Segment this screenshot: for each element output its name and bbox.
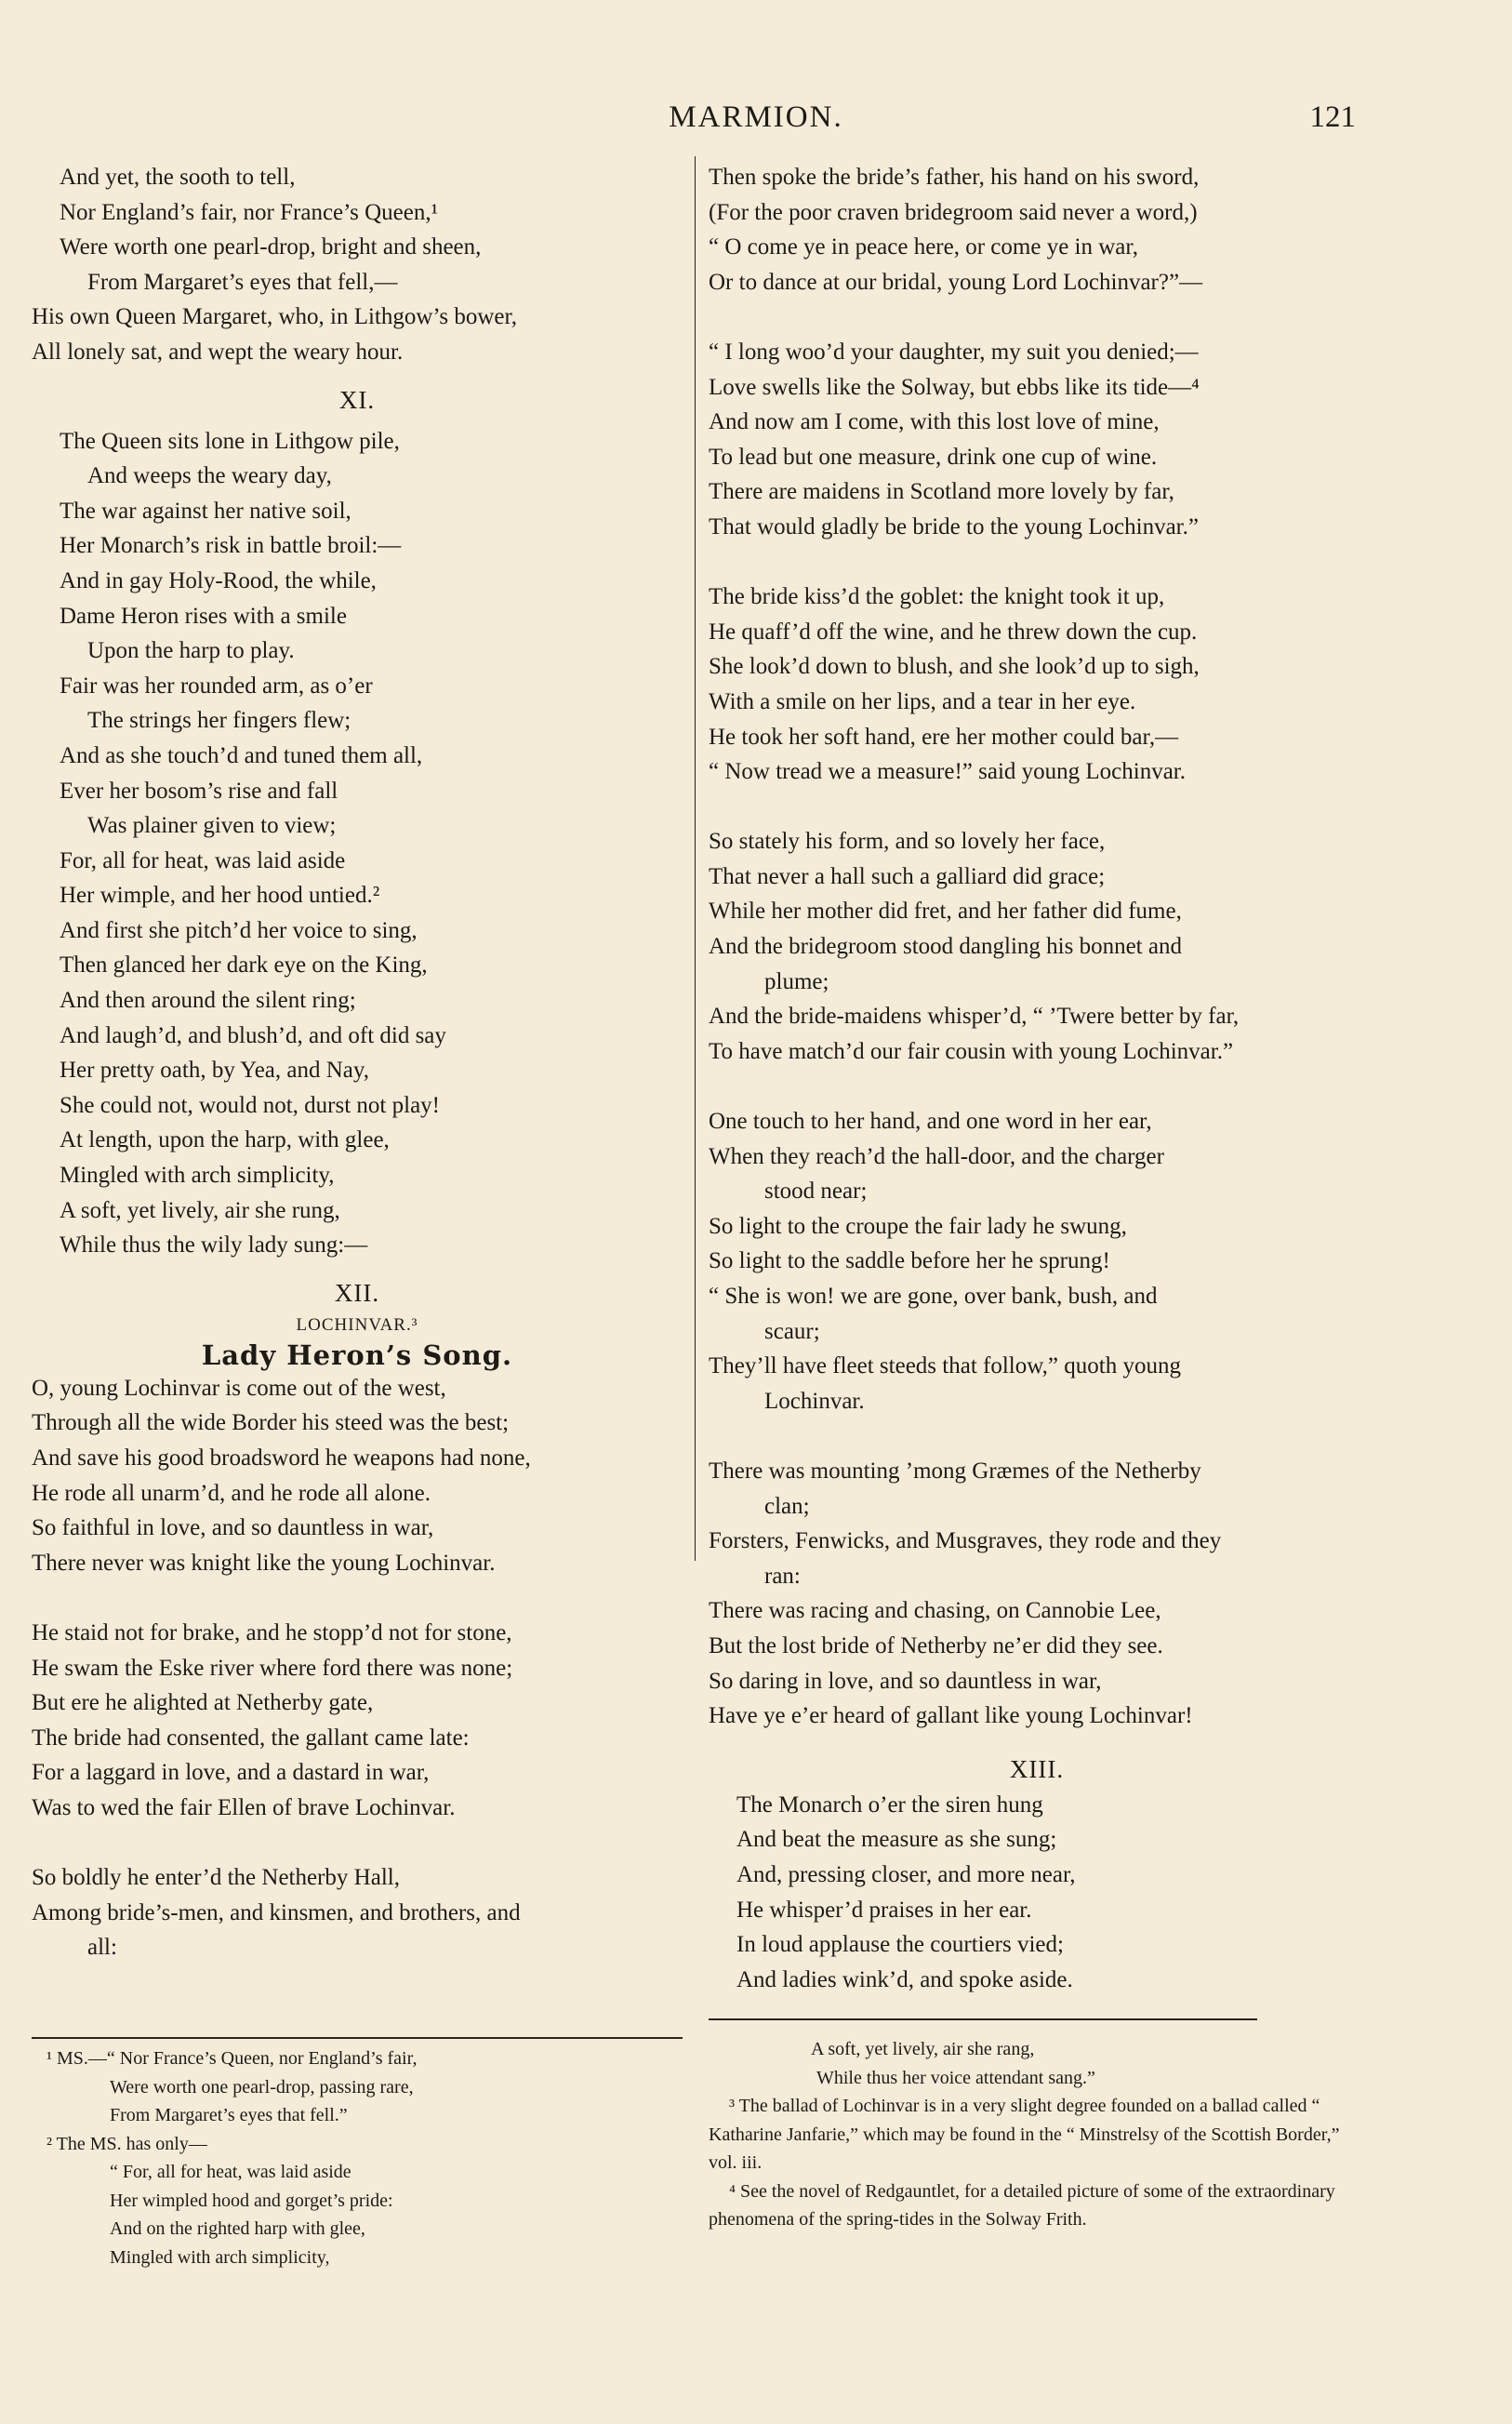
verse-line: Or to dance at our bridal, young Lord Lochinvar?”— bbox=[709, 269, 1203, 295]
footnote-line: Were worth one pearl-drop, passing rare, bbox=[110, 2076, 414, 2098]
verse-line: And in gay Holy-Rood, the while, bbox=[60, 567, 377, 593]
verse-line: While her mother did fret, and her father did fume, bbox=[709, 899, 1182, 925]
footnote-line: “ For, all for heat, was laid aside bbox=[110, 2162, 351, 2182]
song-stanza-1 bbox=[32, 1371, 683, 1581]
verse-line: She could not, would not, durst not play! bbox=[60, 1092, 440, 1118]
footnotes-right bbox=[709, 2035, 1365, 2234]
verse-line: Lochinvar. bbox=[764, 1388, 865, 1414]
section-heading-xi: XI. bbox=[338, 385, 376, 414]
verse-line: For, all for heat, was laid aside bbox=[60, 847, 346, 873]
verse-line: Upon the harp to play. bbox=[87, 638, 295, 664]
verse-line: And first she pitch’d her voice to sing, bbox=[60, 917, 418, 943]
left-column bbox=[32, 160, 683, 1965]
section-heading-xii: XII. bbox=[334, 1278, 380, 1307]
verse-line: She look’d down to blush, and she look’d up to sigh, bbox=[709, 654, 1200, 680]
section-heading-xiii: XIII. bbox=[1009, 1754, 1065, 1783]
verse-line: To have match’d our fair cousin with young Lochinvar.” bbox=[709, 1038, 1234, 1064]
verse-line: Fair was her rounded arm, as o’er bbox=[60, 673, 373, 699]
verse-line: He staid not for brake, and he stopp’d not for stone, bbox=[32, 1619, 512, 1645]
verse-line: There was racing and chasing, on Cannobie Lee, bbox=[709, 1598, 1161, 1624]
verse-line: Then glanced her dark eye on the King, bbox=[60, 952, 428, 979]
verse-line: And, pressing closer, and more near, bbox=[736, 1861, 1076, 1887]
verse-line: Was plainer given to view; bbox=[87, 813, 337, 839]
footnotes-left bbox=[46, 2044, 688, 2271]
right-column bbox=[709, 160, 1365, 1997]
verse-line: And the bride-maidens whisper’d, “ ’Twere better by far, bbox=[709, 1004, 1240, 1030]
verse-line: One touch to her hand, and one word in her ear, bbox=[709, 1109, 1152, 1135]
verse-line: Her Monarch’s risk in battle broil:— bbox=[60, 533, 402, 559]
verse-line: Ever her bosom’s rise and fall bbox=[60, 778, 338, 804]
verse-line: There was mounting ’mong Græmes of the Netherby bbox=[709, 1458, 1201, 1484]
verse-line: He whisper’d praises in her ear. bbox=[736, 1897, 1032, 1923]
stanza-intro bbox=[32, 160, 683, 370]
verse-line: There never was knight like the young Lochinvar. bbox=[32, 1550, 496, 1576]
verse-line: Among bride’s-men, and kinsmen, and brothers, and bbox=[32, 1899, 521, 1925]
verse-line: Were worth one pearl-drop, bright and sheen, bbox=[60, 234, 482, 260]
verse-line: At length, upon the harp, with glee, bbox=[60, 1127, 390, 1153]
verse-line: He quaff’d off the wine, and he threw down the cup. bbox=[709, 619, 1198, 645]
verse-line: So stately his form, and so lovely her face, bbox=[709, 829, 1106, 855]
song-title: Lady Heron’s Song. bbox=[201, 1339, 513, 1371]
footnote-line: Mingled with arch simplicity, bbox=[110, 2246, 330, 2268]
verse-line: plume; bbox=[764, 968, 829, 994]
verse-line: With a smile on her lips, and a tear in her eye. bbox=[709, 688, 1136, 714]
footnote-line: ² The MS. has only— bbox=[46, 2133, 207, 2154]
verse-line: Her wimple, and her hood untied.² bbox=[60, 883, 380, 909]
verse-line: Was to wed the fair Ellen of brave Lochinvar. bbox=[32, 1794, 456, 1820]
verse-line: O, young Lochinvar is come out of the west, bbox=[32, 1375, 446, 1401]
verse-line: stood near; bbox=[764, 1179, 868, 1205]
stanza-b bbox=[709, 335, 1365, 545]
song-stanza-3 bbox=[32, 1860, 683, 1965]
verse-line: And yet, the sooth to tell, bbox=[60, 165, 296, 190]
verse-line: Forsters, Fenwicks, and Musgraves, they rode and they bbox=[709, 1528, 1222, 1554]
verse-line: And laugh’d, and blush’d, and oft did say bbox=[60, 1022, 446, 1048]
verse-line: clan; bbox=[764, 1493, 810, 1519]
verse-line: And as she touch’d and tuned them all, bbox=[60, 742, 423, 768]
section-xi-stanza bbox=[32, 424, 683, 1263]
verse-line: That would gladly be bride to the young Lochinvar.” bbox=[709, 513, 1199, 539]
footnote-line: ¹ MS.—“ Nor France’s Queen, nor England’s fair, bbox=[46, 2048, 418, 2069]
verse-line: “ O come ye in peace here, or come ye in war, bbox=[709, 234, 1138, 260]
verse-line: The Queen sits lone in Lithgow pile, bbox=[60, 428, 400, 454]
verse-line: The bride kiss’d the goblet: the knight took it up, bbox=[709, 584, 1165, 610]
song-stanza-2 bbox=[32, 1616, 683, 1826]
stanza-a bbox=[709, 160, 1365, 300]
verse-line: Nor England’s fair, nor France’s Queen,¹ bbox=[60, 199, 439, 225]
verse-line: Have ye e’er heard of gallant like young Lochinvar! bbox=[709, 1703, 1193, 1729]
verse-line: scaur; bbox=[764, 1318, 820, 1344]
song-subtitle: LOCHINVAR.³ bbox=[296, 1314, 418, 1335]
verse-line: Through all the wide Border his steed was the best; bbox=[32, 1410, 510, 1436]
verse-line: The war against her native soil, bbox=[60, 498, 351, 524]
verse-line: The Monarch o’er the siren hung bbox=[736, 1791, 1043, 1818]
verse-line: So faithful in love, and so dauntless in war, bbox=[32, 1515, 434, 1541]
verse-line: And beat the measure as she sung; bbox=[736, 1827, 1057, 1853]
verse-line: And save his good broadsword he weapons had none, bbox=[32, 1445, 531, 1471]
running-title: MARMION. bbox=[669, 100, 843, 134]
verse-line: And then around the silent ring; bbox=[60, 988, 356, 1014]
footnote-line: From Margaret’s eyes that fell.” bbox=[110, 2105, 348, 2125]
verse-line: And weeps the weary day, bbox=[87, 463, 332, 489]
verse-line: So light to the croupe the fair lady he swung, bbox=[709, 1213, 1127, 1239]
footnote-line: And on the righted harp with glee, bbox=[110, 2218, 365, 2239]
verse-line: The bride had consented, the gallant came late: bbox=[32, 1725, 470, 1751]
verse-line: all: bbox=[87, 1935, 117, 1961]
page-header bbox=[0, 100, 1512, 147]
stanza-f bbox=[709, 1454, 1365, 1734]
verse-line: And ladies wink’d, and spoke aside. bbox=[736, 1966, 1073, 1992]
verse-line: For a laggard in love, and a dastard in war, bbox=[32, 1760, 430, 1786]
footnote-rule-right bbox=[709, 2018, 1257, 2020]
verse-line: “ Now tread we a measure!” said young Lochinvar. bbox=[709, 759, 1187, 785]
verse-line: Then spoke the bride’s father, his hand on his sword, bbox=[709, 165, 1200, 190]
verse-line: While thus the wily lady sung:— bbox=[60, 1232, 368, 1259]
verse-line: In loud applause the courtiers vied; bbox=[736, 1932, 1064, 1958]
page-number: 121 bbox=[1309, 100, 1356, 134]
verse-line: “ I long woo’d your daughter, my suit you denied;— bbox=[709, 339, 1199, 365]
verse-line: He rode all unarm’d, and he rode all alone. bbox=[32, 1480, 431, 1506]
verse-line: Her pretty oath, by Yea, and Nay, bbox=[60, 1058, 370, 1084]
verse-line: But the lost bride of Netherby ne’er did they see. bbox=[709, 1632, 1163, 1658]
verse-line: From Margaret’s eyes that fell,— bbox=[87, 269, 398, 295]
verse-line: To lead but one measure, drink one cup of wine. bbox=[709, 444, 1158, 470]
verse-line: So boldly he enter’d the Netherby Hall, bbox=[32, 1865, 400, 1891]
stanza-e bbox=[709, 1104, 1365, 1418]
verse-line: There are maidens in Scotland more lovely by far, bbox=[709, 479, 1174, 505]
verse-line: And now am I come, with this lost love of mine, bbox=[709, 409, 1160, 435]
verse-line: Mingled with arch simplicity, bbox=[60, 1163, 335, 1189]
footnote-4: ⁴ See the novel of Redgauntlet, for a detailed picture of some of the extraordinary phenomena of the spring-tides in the Solway Frith. bbox=[709, 2180, 1335, 2230]
column-divider bbox=[695, 156, 696, 1561]
verse-line: He swam the Eske river where ford there was none; bbox=[32, 1655, 513, 1681]
verse-line: “ She is won! we are gone, over bank, bush, and bbox=[709, 1284, 1158, 1309]
verse-line: The strings her fingers flew; bbox=[87, 708, 351, 734]
verse-line: So daring in love, and so dauntless in war, bbox=[709, 1668, 1102, 1694]
verse-line: (For the poor craven bridegroom said never a word,) bbox=[709, 199, 1198, 225]
verse-line: A soft, yet lively, air she rung, bbox=[60, 1197, 340, 1223]
footnote-line: Her wimpled hood and gorget’s pride: bbox=[110, 2190, 393, 2211]
stanza-d bbox=[709, 824, 1365, 1069]
verse-line: ran: bbox=[764, 1563, 801, 1589]
section-xiii-stanza bbox=[709, 1788, 1365, 1998]
verse-line: When they reach’d the hall-door, and the charger bbox=[709, 1143, 1164, 1169]
footnote-line: While thus her voice attendant sang.” bbox=[816, 2067, 1095, 2088]
verse-line: So light to the saddle before her he sprung! bbox=[709, 1248, 1110, 1274]
footnote-rule-left bbox=[32, 2037, 683, 2039]
footnote-line: A soft, yet lively, air she rang, bbox=[811, 2039, 1035, 2059]
verse-line: But ere he alighted at Netherby gate, bbox=[32, 1690, 374, 1716]
verse-line: He took her soft hand, ere her mother could bar,— bbox=[709, 724, 1179, 750]
verse-line: And the bridegroom stood dangling his bonnet and bbox=[709, 934, 1182, 960]
verse-line: His own Queen Margaret, who, in Lithgow’s bower, bbox=[32, 304, 518, 330]
verse-line: All lonely sat, and wept the weary hour. bbox=[32, 339, 404, 365]
stanza-c bbox=[709, 579, 1365, 790]
verse-line: Love swells like the Solway, but ebbs like its tide—⁴ bbox=[709, 374, 1200, 400]
verse-line: They’ll have fleet steeds that follow,” quoth young bbox=[709, 1353, 1181, 1379]
verse-line: Dame Heron rises with a smile bbox=[60, 603, 347, 629]
footnote-3: ³ The ballad of Lochinvar is in a very slight degree founded on a ballad called “ Katharine Janfarie,” which may be found in the “ Minstrelsy of the Scottish Border,” vol. iii. bbox=[709, 2096, 1340, 2173]
verse-line: That never a hall such a galliard did grace; bbox=[709, 863, 1106, 889]
